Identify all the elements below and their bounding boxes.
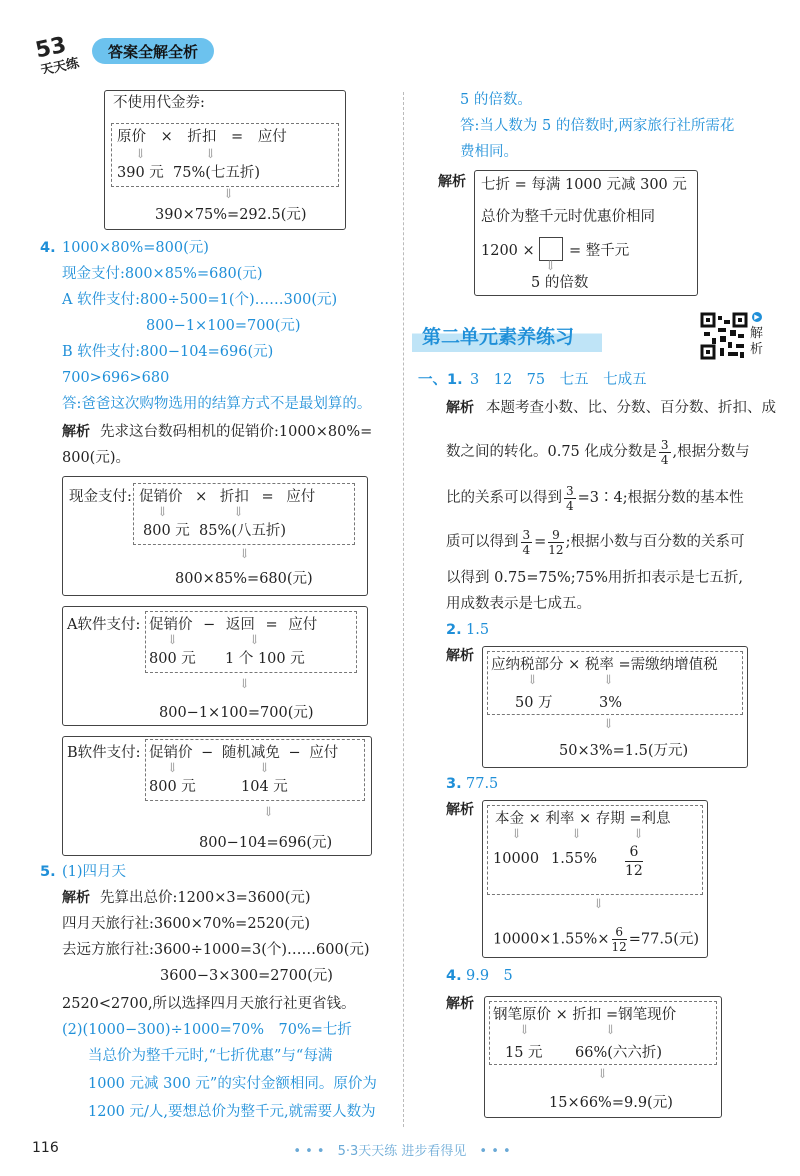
down-arrow-icon: ⇓ [603,717,614,732]
blank-box [539,237,563,261]
fraction: $\frac{3}{4}$ [566,483,574,513]
down-arrow-icon: ⇓ [239,677,250,692]
down-arrow-icon: ⇓ [135,147,146,162]
box-vat: 应纳税部分 × 税率 =需缴纳增值税 ⇓ ⇓ 50 万 3% ⇓ 50×3%=1.5(万元) [482,646,748,768]
down-arrow-icon: ⇓ [205,147,216,162]
down-arrow-icon: ⇓ [233,505,244,520]
down-arrow-icon: ⇓ [605,1023,616,1038]
fraction: 6 12 [625,844,643,879]
box-cash-payment: 现金支付: 促销价 × 折扣 = 应付 ⇓ ⇓ 800 元 85%(八五折) ⇓ 800×85%=680(元) [62,476,368,596]
header-title-badge [92,38,214,64]
down-arrow-icon: ⇓ [603,673,614,688]
down-arrow-icon: ⇓ [511,827,522,842]
analysis-label: 解析 [62,890,90,906]
svg-text:天天练: 天天练 [39,55,81,74]
question-number: 2. [446,622,462,638]
analysis-label: 解析 [446,400,474,416]
qr-code[interactable] [700,312,748,360]
fraction: $\frac{3}{4}$ [660,437,669,467]
down-arrow-icon: ⇓ [249,633,260,648]
section-title: 第二单元素养练习 [422,326,575,348]
down-arrow-icon: ⇓ [545,259,556,274]
down-arrow-icon: ⇓ [157,505,168,520]
question-number: 5. [40,864,56,880]
footer: • • • 5·3天天练 进步看得见 • • • [293,1144,511,1159]
down-arrow-icon: ⇓ [263,805,274,820]
question-number: 4. [40,240,56,256]
box-result: 390×75%=292.5(元) [155,207,307,223]
down-arrow-icon: ⇓ [259,761,270,776]
logo [34,30,92,74]
box-interest: 本金 × 利率 × 存期 =利息 ⇓ ⇓ ⇓ 10000 1.55% 6 12 ⇓ 10000×1.55%× $\frac{6}{12}$ =77.5(元) [482,800,708,958]
box-formula: 原价 × 折扣 = 应付 [117,129,287,145]
analysis-label: 解析 [438,174,466,190]
fraction: $\frac{6}{12}$ [611,925,627,954]
column-divider [403,92,404,1127]
analysis-label: 解析 [446,996,474,1012]
down-arrow-icon: ⇓ [527,673,538,688]
down-arrow-icon: ⇓ [571,827,582,842]
box-title: 不使用代金券: [113,95,205,111]
down-arrow-icon: ⇓ [597,1067,608,1082]
analysis-label: 解析 [62,424,90,440]
down-arrow-icon: ⇓ [633,827,644,842]
svg-text:53: 53 [34,32,69,64]
page-number: 116 [32,1140,59,1156]
box-a-software-payment: A软件支付: 促销价 − 返回 = 应付 ⇓ ⇓ 800 元 1 个 100 元 ⇓ 800−1×100=700(元) [62,606,368,726]
question-number: 一、1. [418,372,463,388]
question-number: 3. [446,776,462,792]
down-arrow-icon: ⇓ [593,897,604,912]
fraction: $\frac{3}{4}$ [522,527,531,557]
down-arrow-icon: ⇓ [167,633,178,648]
down-arrow-icon: ⇓ [519,1023,530,1038]
down-arrow-icon: ⇓ [239,547,250,562]
analysis-label: 解析 [446,648,474,664]
play-icon: ▶ [752,312,762,322]
header-title: 答案全解全析 [107,42,198,61]
box-b-software-payment: B软件支付: 促销价 − 随机减免 − 应付 ⇓ ⇓ 800 元 104 元 ⇓ 800−104=696(元) [62,736,372,856]
down-arrow-icon: ⇓ [223,187,234,202]
box-no-coupon: 不使用代金券: 原价 × 折扣 = 应付 ⇓ ⇓ 390 元 75%(七五折) ⇓ 390×75%=292.5(元) [104,90,346,230]
fraction: $\frac{9}{12}$ [548,527,564,557]
section-title-banner [412,318,602,352]
question-number: 4. [446,968,462,984]
box-seven-discount: 七折 = 每满 1000 元减 300 元 总价为整千元时优惠价相同 1200 × = 整千元 ⇓ 5 的倍数 [474,170,698,296]
box-pen-price: 钢笔原价 × 折扣 =钢笔现价 ⇓ ⇓ 15 元 66%(六六折) ⇓ 15×66%=9.9(元) [484,996,722,1118]
analysis-label: 解析 [446,802,474,818]
qr-label: 解析 [750,326,764,357]
down-arrow-icon: ⇓ [167,761,178,776]
